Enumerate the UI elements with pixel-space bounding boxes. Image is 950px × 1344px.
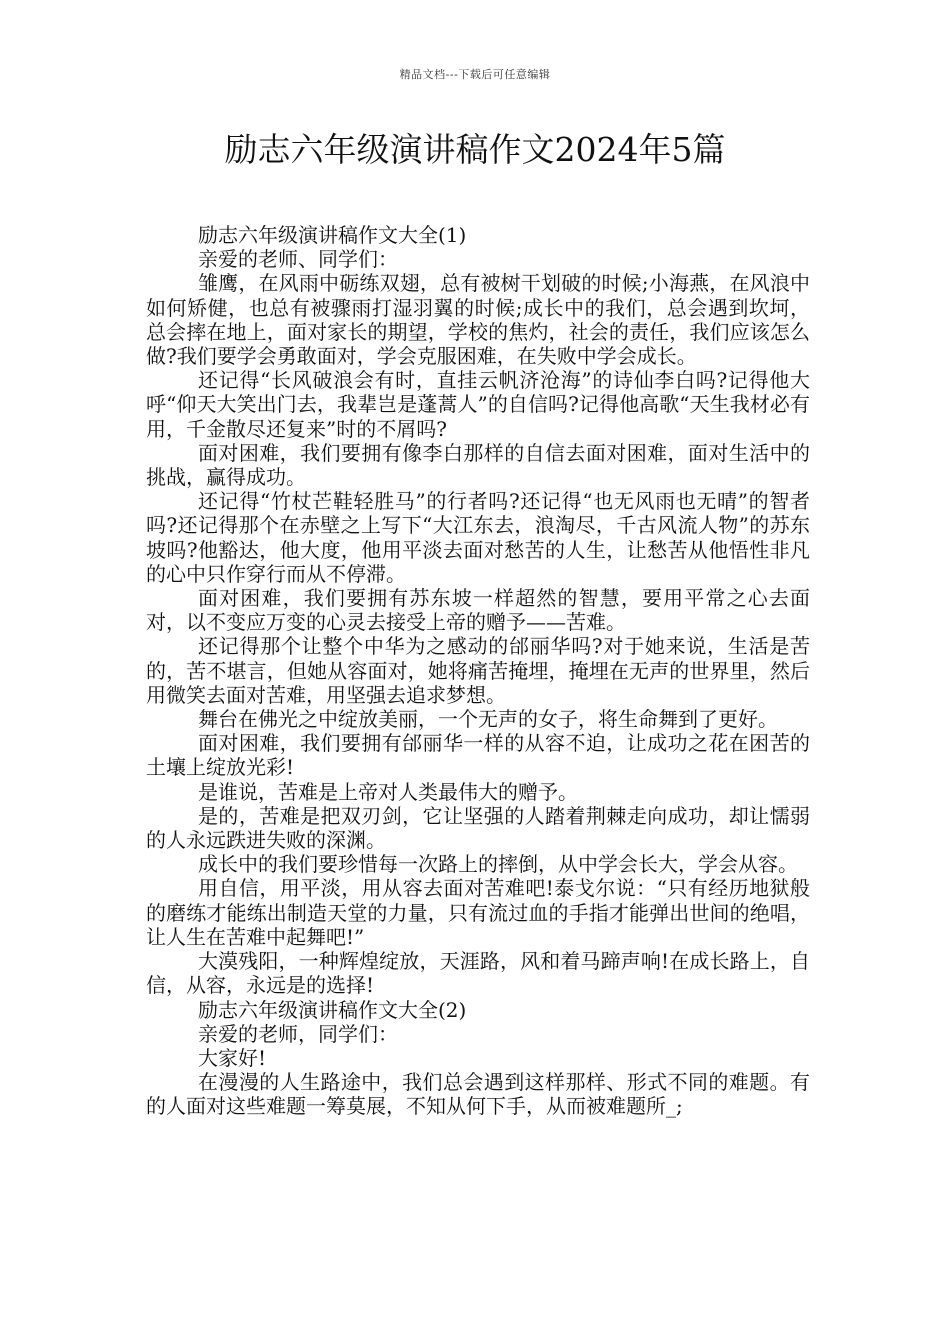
paragraph: 亲爱的老师、同学们： <box>198 247 398 272</box>
paragraph: 大漠残阳，一种辉煌绽放，天涯路，风和着马蹄声响!在成长路上，自信，从容，永远是的选择! <box>146 949 810 998</box>
header-note: 精品文档---下载后可任意编辑 <box>399 68 551 81</box>
paragraph: 在漫漫的人生路途中，我们总会遇到这样那样、形式不同的难题。有的人面对这些难题一筹莫展，不知从何下手，从而被难题所_; <box>146 1070 810 1119</box>
paragraph: 励志六年级演讲稿作文大全(1) <box>198 223 467 247</box>
paragraph: 成长中的我们要珍惜每一次路上的摔倒，从中学会长大，学会从容。 <box>198 852 798 877</box>
paragraph: 用自信，用平淡，用从容去面对苦难吧!泰戈尔说：“只有经历地狱般的磨练才能练出制造天堂的力量，只有流过血的手指才能弹出世间的绝唱，让人生在苦难中起舞吧!” <box>146 876 810 949</box>
paragraph: 还记得“长风破浪会有时，直挂云帆济沧海”的诗仙李白吗?记得他大呼“仰天大笑出门去，我辈岂是蓬蒿人”的自信吗?记得他高歌“天生我材必有用，千金散尽还复来”时的不屑吗? <box>146 368 810 441</box>
paragraph: 励志六年级演讲稿作文大全(2) <box>198 997 467 1022</box>
paragraph: 雏鹰，在风雨中砺练双翅，总有被树干划破的时候;小海燕，在风浪中如何矫健，也总有被骤雨打湿羽翼的时候;成长中的我们，总会遇到坎坷，总会摔在地上，面对家长的期望，学校的焦灼，社会的责任，我们应该怎么做?我们要学会勇敢面对，学会克服困难，在失败中学会成长。 <box>146 271 810 369</box>
paragraph: 是谁说，苦难是上帝对人类最伟大的赠予。 <box>198 779 578 804</box>
paragraph: 面对困难，我们要拥有像李白那样的自信去面对困难，面对生活中的挑战，赢得成功。 <box>146 440 810 490</box>
paragraph: 舞台在佛光之中绽放美丽，一个无声的女子，将生命舞到了更好。 <box>198 707 778 732</box>
paragraph: 面对困难，我们要拥有苏东坡一样超然的智慧，要用平常之心去面对，以不变应万变的心灵去接受上帝的赠予——苦难。 <box>146 586 810 635</box>
document-title: 励志六年级演讲稿作文2024年5篇 <box>224 130 726 169</box>
paragraph: 亲爱的老师，同学们： <box>198 1021 398 1046</box>
paragraph: 还记得那个让整个中华为之感动的邰丽华吗?对于她来说，生活是苦的，苦不堪言，但她从容面对，她将痛苦掩埋，掩埋在无声的世界里，然后用微笑去面对苦难，用坚强去追求梦想。 <box>146 634 810 707</box>
paragraph: 大家好! <box>198 1045 267 1070</box>
paragraph: 还记得“竹杖芒鞋轻胜马”的行者吗?还记得“也无风雨也无晴”的智者吗?还记得那个在赤壁之上写下“大江东去，浪淘尽，千古风流人物”的苏东坡吗?他豁达，他大度，他用平淡去面对愁苦的人生，让愁苦从他悟性非凡的心中只作穿行而从不停滞。 <box>146 489 810 586</box>
paragraph: 是的，苦难是把双刃剑，它让坚强的人踏着荆棘走向成功，却让懦弱的人永远跌进失败的深渊。 <box>146 803 810 853</box>
document-body <box>146 223 810 1119</box>
paragraph: 面对困难，我们要拥有邰丽华一样的从容不迫，让成功之花在困苦的土壤上绽放光彩! <box>146 731 810 780</box>
